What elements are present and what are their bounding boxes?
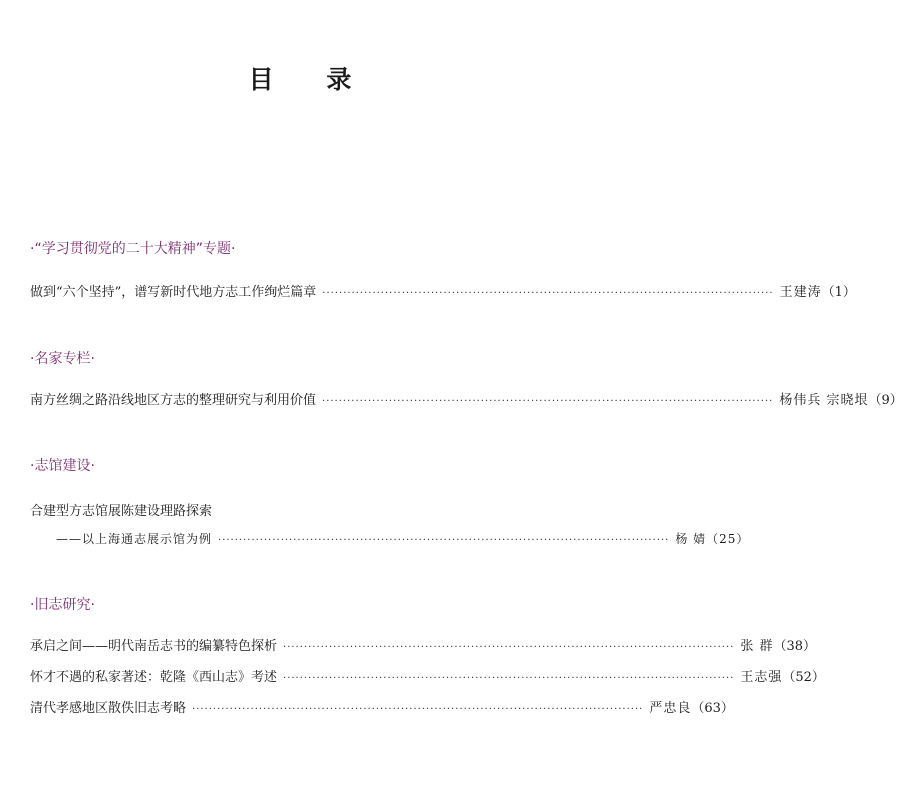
entry-author: 王志强 (740, 670, 783, 685)
toc-entry[interactable] (30, 284, 856, 303)
entry-title: 清代孝感地区散佚旧志考略 (30, 701, 187, 716)
toc-entry[interactable] (30, 669, 825, 688)
entry-page: （1） (821, 285, 856, 300)
entry-author: 杨 婧 (675, 532, 707, 546)
entry-author: 王建涛 (779, 285, 822, 300)
section-header-old-gazetteer-research: ·旧志研究· (30, 597, 95, 613)
page-title: 目 录 (248, 65, 374, 94)
toc-entry[interactable] (30, 638, 817, 657)
entry-author: 严忠良 (649, 701, 692, 716)
entry-author: 杨伟兵 宗晓垠 (779, 393, 869, 408)
toc-entry[interactable] (30, 392, 903, 411)
leader-dots: ············································································································ (283, 642, 735, 653)
section-header-special-topic: ·“学习贯彻党的二十大精神”专题· (30, 241, 236, 257)
entry-page: （38） (773, 639, 817, 654)
entry-page: （52） (782, 670, 825, 685)
entry-title: 做到“六个坚持”，谱写新时代地方志工作绚烂篇章 (30, 285, 317, 300)
leader-dots: ············································································································ (322, 288, 774, 299)
entry-title: 承启之间——明代南岳志书的编纂特色探析 (30, 639, 278, 654)
entry-subtitle: ——以上海通志展示馆为例 (56, 532, 213, 546)
leader-dots: ············································································································ (283, 673, 735, 684)
section-header-famous-column: ·名家专栏· (30, 351, 95, 367)
entry-author: 张 群 (740, 639, 774, 654)
entry-page: （9） (868, 393, 903, 408)
leader-dots: ············································································································ (322, 396, 774, 407)
entry-title: 怀才不遇的私家著述：乾隆《西山志》考述 (30, 670, 278, 685)
entry-main-title[interactable]: 合建型方志馆展陈建设理路探索 (30, 504, 213, 519)
toc-entry[interactable] (56, 530, 750, 550)
entry-page: （63） (691, 701, 734, 716)
toc-entry[interactable] (30, 700, 734, 719)
entry-title: 南方丝绸之路沿线地区方志的整理研究与利用价值 (30, 393, 317, 408)
entry-page: （25） (706, 532, 750, 546)
section-header-museum-construction: ·志馆建设· (30, 458, 95, 474)
leader-dots: ············································································································ (218, 535, 670, 546)
leader-dots: ············································································································ (192, 704, 644, 715)
